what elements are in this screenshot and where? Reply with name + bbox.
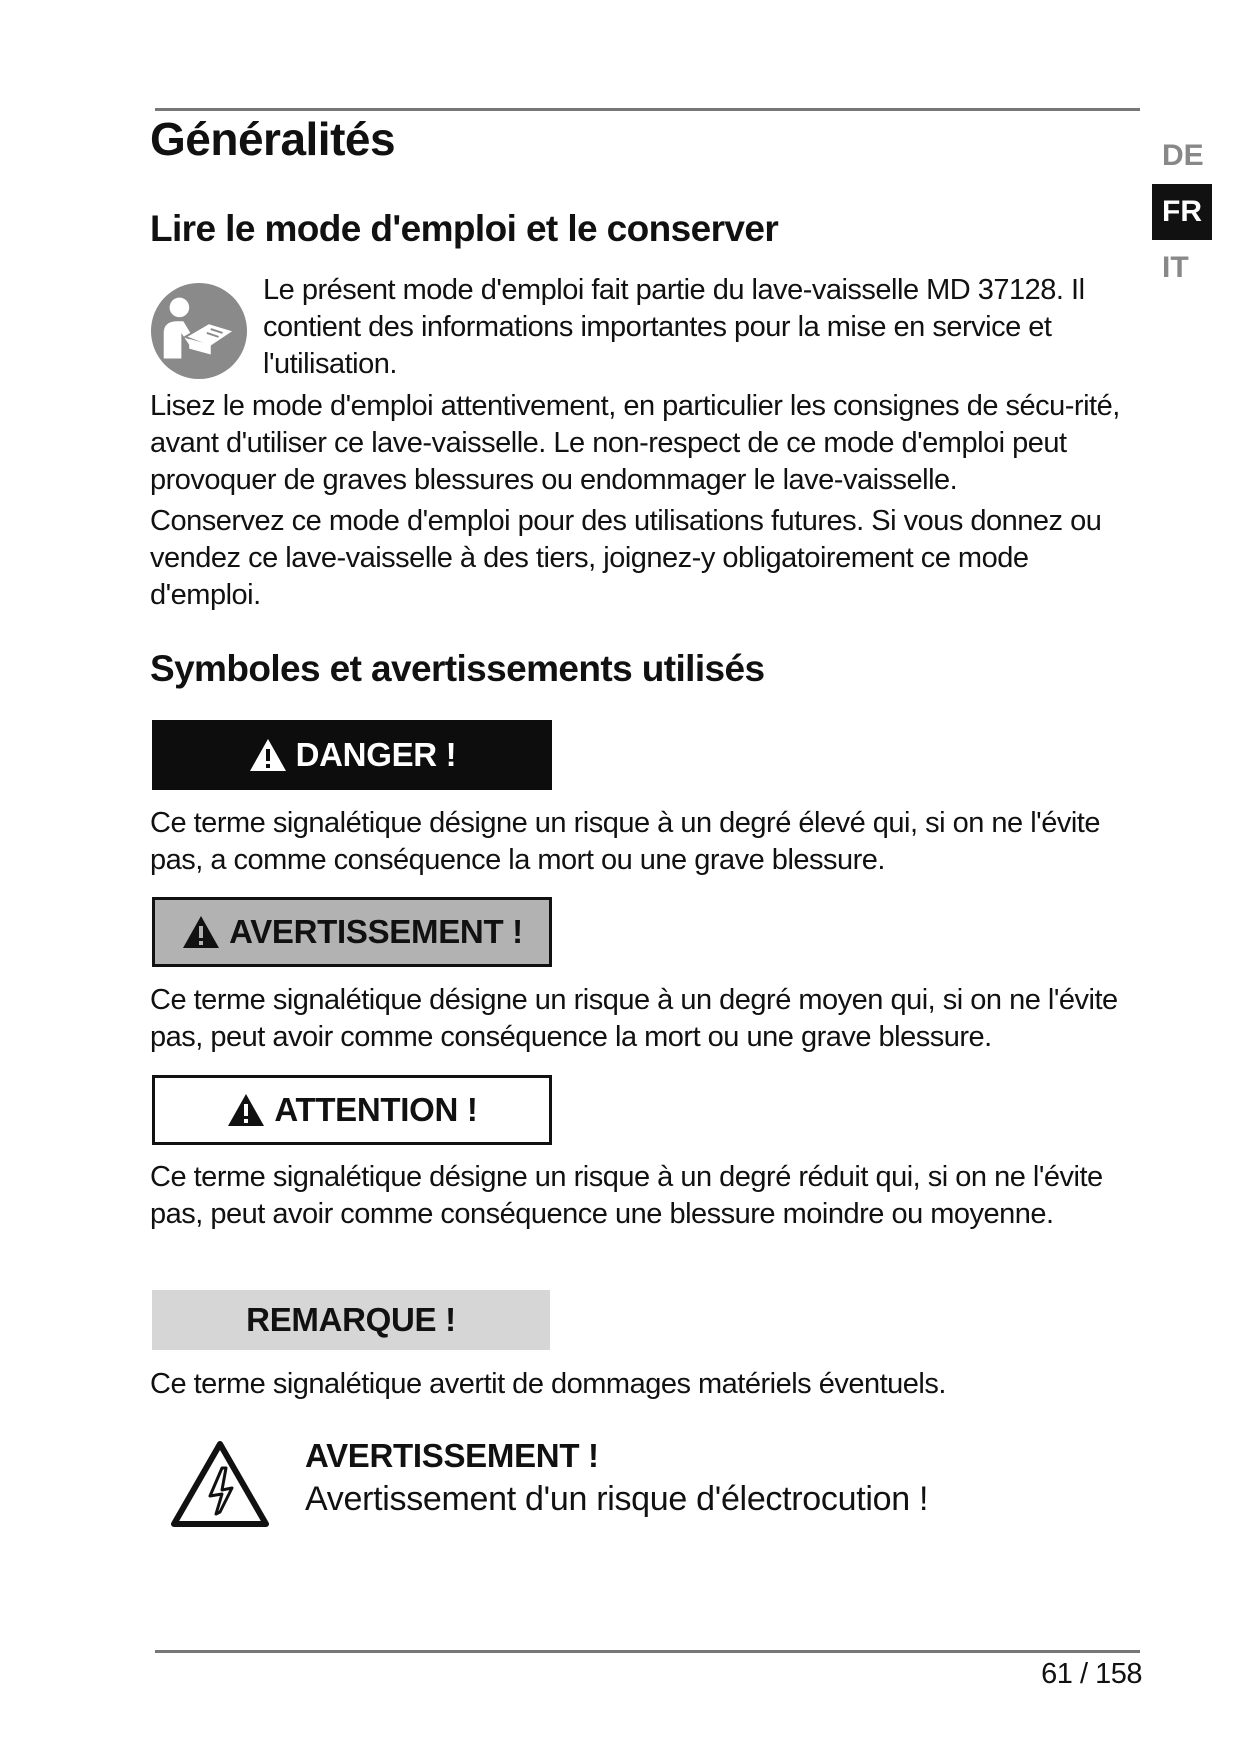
top-rule — [155, 108, 1140, 111]
danger-label: DANGER ! — [295, 736, 457, 773]
danger-signal-box — [152, 720, 552, 790]
warning-signal-box — [152, 897, 552, 967]
section-heading-read-manual: Lire le mode d'emploi et le conserver — [150, 208, 779, 249]
lang-tab-it[interactable]: IT — [1162, 251, 1189, 284]
attention-label: ATTENTION ! — [274, 1091, 478, 1128]
read-carefully-text: Lisez le mode d'emploi attentivement, en particulier les consignes de sécu-rité, avant d'utiliser ce lave-vaisselle. Le non-respect de ce mode d'emploi peut provoquer de graves blessures ou endommager le lave-vaisselle. — [150, 390, 1120, 496]
remark-signal-box — [152, 1290, 550, 1350]
page-title: Généralités — [150, 113, 396, 165]
danger-description: Ce terme signalétique désigne un risque à un degré élevé qui, si on ne l'évite pas, a comme conséquence la mort ou une grave blessure. — [150, 807, 1100, 876]
section-heading-symbols: Symboles et avertissements utilisés — [150, 648, 765, 689]
electric-warning-text: Avertissement d'un risque d'électrocution ! — [305, 1480, 929, 1518]
lang-tab-de[interactable]: DE — [1162, 139, 1204, 172]
bottom-rule — [155, 1650, 1140, 1653]
keep-manual-text: Conservez ce mode d'emploi pour des utilisations futures. Si vous donnez ou vendez ce lave-vaisselle à des tiers, joignez-y obligatoirement ce mode d'emploi. — [150, 505, 1102, 611]
electric-shock-icon — [170, 1440, 270, 1528]
lang-tab-fr[interactable]: FR — [1152, 184, 1212, 240]
attention-signal-box — [152, 1075, 552, 1145]
remark-description: Ce terme signalétique avertit de dommages matériels éventuels. — [150, 1368, 946, 1400]
warning-triangle-icon — [226, 1092, 266, 1128]
language-tabs — [1152, 128, 1212, 296]
intro-text: Le présent mode d'emploi fait partie du lave-vaisselle MD 37128. Il contient des informations importantes pour la mise en service et l'utilisation. — [263, 274, 1085, 380]
warning-description: Ce terme signalétique désigne un risque à un degré moyen qui, si on ne l'évite pas, peut avoir comme conséquence la mort ou une grave blessure. — [150, 984, 1118, 1053]
warning-triangle-icon — [181, 914, 221, 950]
read-manual-icon — [150, 282, 248, 380]
warning-label: AVERTISSEMENT ! — [229, 913, 523, 950]
warning-triangle-icon — [248, 737, 288, 773]
electric-warning-title: AVERTISSEMENT ! — [305, 1437, 599, 1474]
remark-label: REMARQUE ! — [246, 1301, 456, 1338]
page-number: 61 / 158 — [1041, 1658, 1142, 1690]
attention-description: Ce terme signalétique désigne un risque à un degré réduit qui, si on ne l'évite pas, peut avoir comme conséquence une blessure moindre ou moyenne. — [150, 1161, 1103, 1230]
